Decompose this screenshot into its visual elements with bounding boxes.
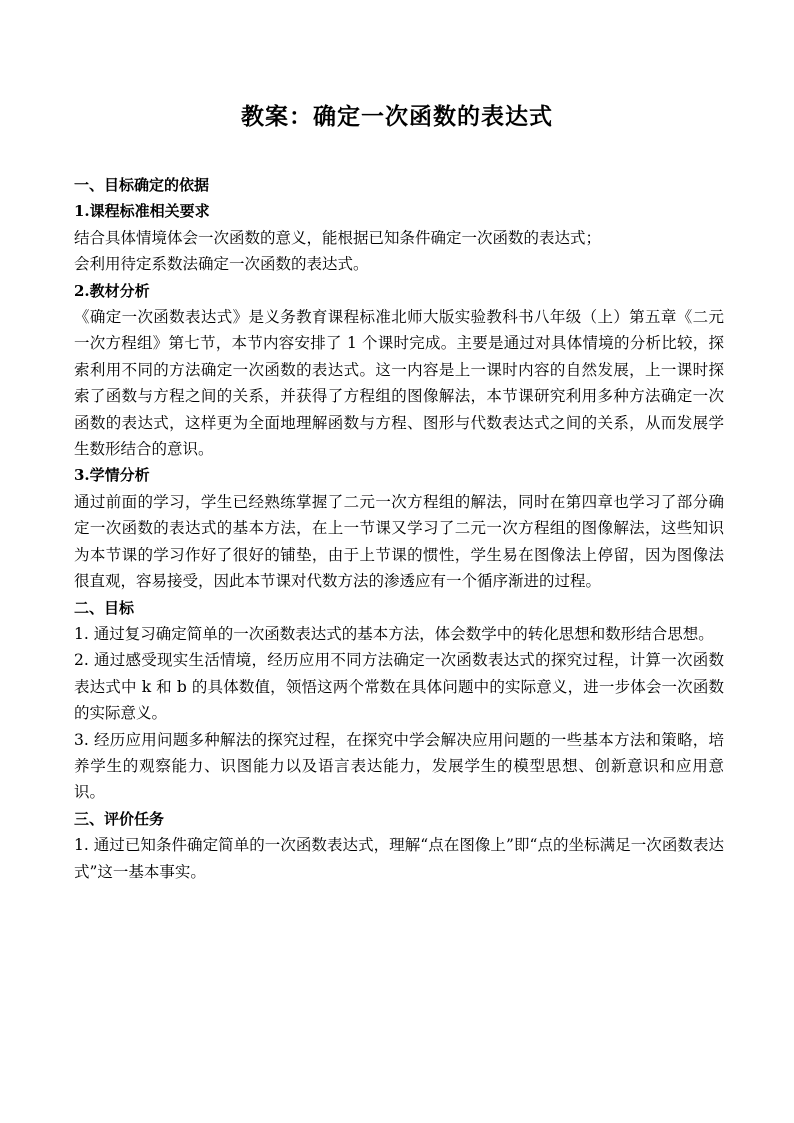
document-title: 教案：确定一次函数的表达式 — [241, 103, 553, 130]
section1-sub3-heading: 3.学情分析 — [74, 466, 150, 485]
document-content — [74, 172, 724, 885]
curriculum-standard-line-1: 结合具体情境体会一次函数的意义，能根据已知条件确定一次函数的表达式； — [74, 228, 602, 247]
section1-heading: 一、目标确定的依据 — [74, 176, 210, 194]
assessment-item-1: 1. 通过已知条件确定简单的一次函数表达式，理解“点在图像上”即“点的坐标满足一次函数表达式”这一基本事实。 — [74, 836, 724, 881]
objective-item-3: 3. 经历应用问题多种解法的探究过程，在探究中学会解决应用问题的一些基本方法和策略，培养学生的观察能力、识图能力以及语言表达能力，发展学生的模型思想、创新意识和应用意识。 — [74, 730, 724, 802]
section2-heading: 二、目标 — [74, 598, 135, 617]
section1-sub2-heading: 2.教材分析 — [74, 281, 150, 300]
curriculum-standard-line-2: 会利用待定系数法确定一次函数的表达式。 — [74, 255, 369, 274]
objective-item-1: 1. 通过复习确定简单的一次函数表达式的基本方法，体会数学中的转化思想和数形结合思想。 — [74, 624, 714, 643]
student-analysis-paragraph: 通过前面的学习，学生已经熟练掌握了二元一次方程组的解法，同时在第四章也学习了部分确定一次函数的表达式的基本方法，在上一节课又学习了二元一次方程组的图像解法，这些知识为本节课的学习作好了很好的铺垫，由于上节课的惯性，学生易在图像法上停留，因为图像法很直观，容易接受，因此本节课对代数方法的渗透应有一个循序渐进的过程。 — [74, 492, 724, 591]
objective-item-2: 2. 通过感受现实生活情境，经历应用不同方法确定一次函数表达式的探究过程，计算一次函数表达式中 k 和 b 的具体数值，领悟这两个常数在具体问题中的实际意义，进一步体会一次函数的实际意义。 — [74, 651, 724, 723]
section3-heading: 三、评价任务 — [74, 809, 165, 828]
textbook-analysis-paragraph: 《确定一次函数表达式》是义务教育课程标准北师大版实验教科书八年级（上）第五章《二元一次方程组》第七节，本节内容安排了 1 个课时完成。主要是通过对具体情境的分析比较，探索利用不同的方法确定一次函数的表达式。这一内容是上一课时内容的自然发展，上一课时探索了函数与方程之间的关系，并获得了方程组的图像解法，本节课研究利用多种方法确定一次函数的表达式，这样更为全面地理解函数与方程、图形与代数表达式之间的关系，从而发展学生数形结合的意识。 — [74, 308, 724, 459]
section1-sub1-heading: 1.课程标准相关要求 — [74, 202, 210, 221]
